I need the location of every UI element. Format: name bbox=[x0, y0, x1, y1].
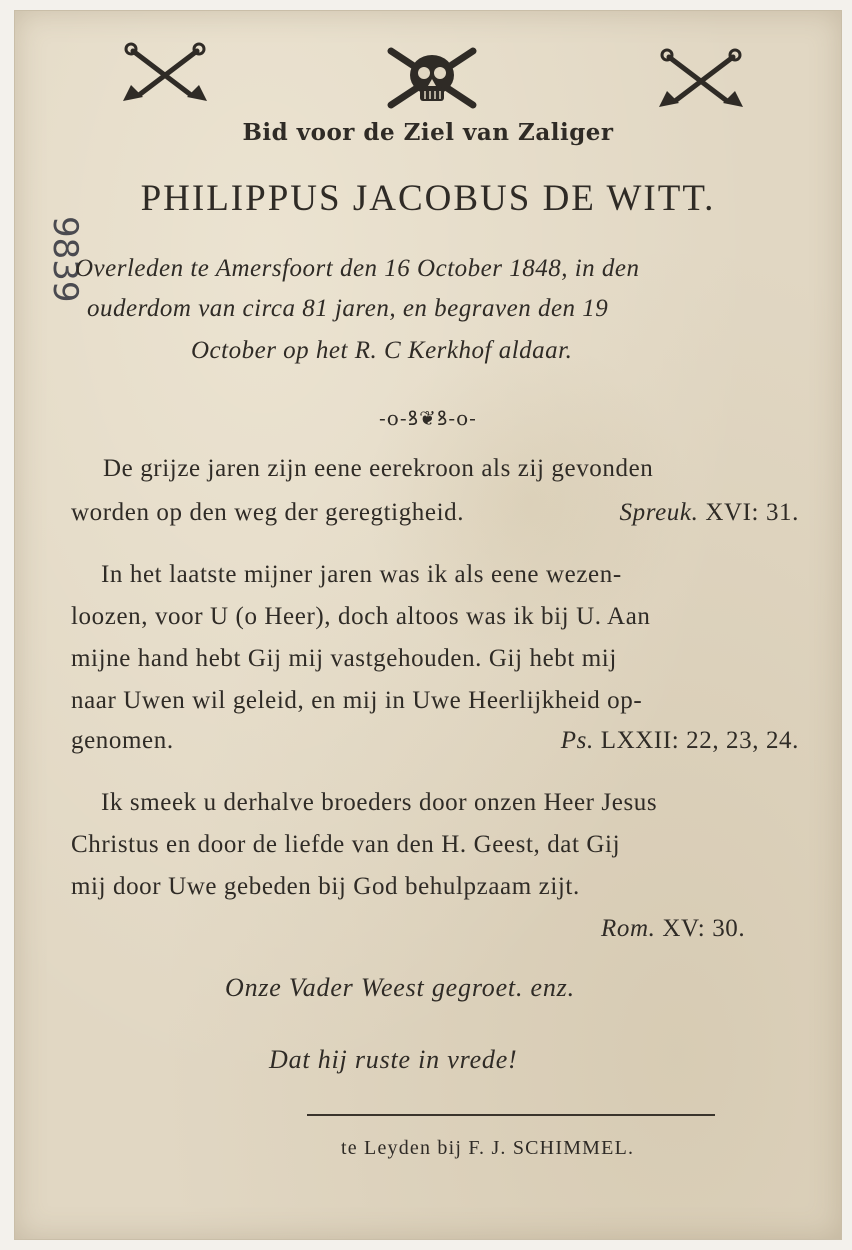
verse2-line5 bbox=[71, 727, 799, 755]
verse2-line4: naar Uwen wil geleid, en mij in Uwe Heerlijkheid op- bbox=[71, 687, 643, 714]
prayer-line-1: Onze Vader Weest gegroet. enz. bbox=[225, 973, 575, 1002]
died-line-3: October op het R. C Kerkhof aldaar. bbox=[191, 337, 573, 364]
died-line-2: ouderdom van circa 81 jaren, en begraven den 19 bbox=[87, 295, 609, 322]
verse3-line1: Ik smeek u derhalve broeders door onzen Heer Jesus bbox=[101, 789, 658, 816]
verse3-line3: mij door Uwe gebeden bij God behulpzaam zijt. bbox=[71, 873, 580, 900]
verse2-line1: In het laatste mijner jaren was ik als eene wezen- bbox=[101, 561, 622, 588]
divider-rule bbox=[307, 1114, 715, 1116]
archive-number: 9839 bbox=[45, 216, 85, 303]
ornament-divider: -o-ꝸ❦ꝸ-o- bbox=[379, 406, 477, 430]
crossed-shovels-icon bbox=[655, 47, 747, 115]
verse2-reference: Ps. LXXII: 22, 23, 24. bbox=[560, 727, 799, 754]
memorial-card bbox=[14, 10, 842, 1240]
printer-credit: te Leyden bij F. J. SCHIMMEL. bbox=[341, 1137, 635, 1159]
prayer-line-2: Dat hij ruste in vrede! bbox=[269, 1045, 518, 1074]
verse1-reference: Spreuk. XVI: 31. bbox=[619, 499, 799, 526]
verse1-line2 bbox=[71, 499, 799, 527]
verse2-text: genomen. bbox=[71, 727, 174, 754]
crossed-shovels-icon bbox=[119, 41, 211, 109]
verse3-line2: Christus en door de liefde van den H. Geest, dat Gij bbox=[71, 831, 621, 858]
died-line-1: Overleden te Amersfoort den 16 October 1848, in den bbox=[75, 255, 640, 282]
heading: Bid voor de Ziel van Zaliger bbox=[242, 119, 614, 146]
deceased-name: PHILIPPUS JACOBUS DE WITT. bbox=[140, 178, 716, 219]
verse2-line3: mijne hand hebt Gij mij vastgehouden. Gij hebt mij bbox=[71, 645, 617, 672]
verse1-text: worden op den weg der geregtigheid. bbox=[71, 499, 465, 526]
skull-crossbones-icon bbox=[377, 41, 487, 113]
verse1-line1: De grijze jaren zijn eene eerekroon als zij gevonden bbox=[103, 455, 654, 482]
verse2-line2: loozen, voor U (o Heer), doch altoos was ik bij U. Aan bbox=[71, 603, 651, 630]
verse3-reference: Rom. XV: 30. bbox=[601, 915, 746, 942]
